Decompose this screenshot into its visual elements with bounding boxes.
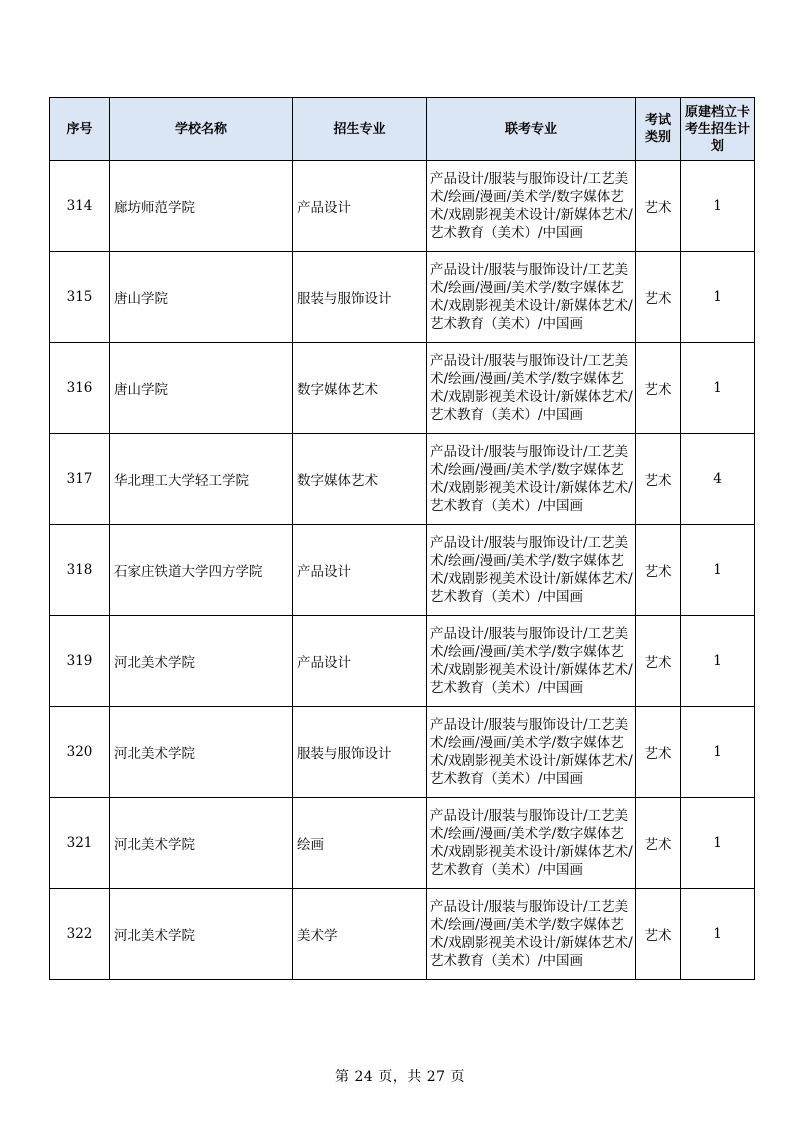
cell-seq: 320 [50, 707, 110, 798]
cell-enroll-major: 数字媒体艺术 [293, 343, 427, 434]
cell-seq: 321 [50, 798, 110, 889]
header-school: 学校名称 [110, 98, 293, 161]
cell-exam-type: 艺术 [636, 161, 681, 252]
cell-plan-count: 1 [681, 161, 755, 252]
cell-joint-major: 产品设计/服装与服饰设计/工艺美术/绘画/漫画/美术学/数字媒体艺术/戏剧影视美术设计/新媒体艺术/艺术教育（美术）/中国画 [427, 707, 636, 798]
cell-seq: 317 [50, 434, 110, 525]
cell-exam-type: 艺术 [636, 525, 681, 616]
cell-school-name: 唐山学院 [110, 343, 293, 434]
cell-enroll-major: 数字媒体艺术 [293, 434, 427, 525]
cell-enroll-major: 美术学 [293, 889, 427, 980]
cell-joint-major: 产品设计/服装与服饰设计/工艺美术/绘画/漫画/美术学/数字媒体艺术/戏剧影视美术设计/新媒体艺术/艺术教育（美术）/中国画 [427, 434, 636, 525]
cell-school-name: 河北美术学院 [110, 889, 293, 980]
cell-exam-type: 艺术 [636, 707, 681, 798]
table-row [50, 343, 755, 434]
cell-enroll-major: 绘画 [293, 798, 427, 889]
cell-seq: 318 [50, 525, 110, 616]
cell-enroll-major: 产品设计 [293, 616, 427, 707]
table-row [50, 616, 755, 707]
cell-seq: 315 [50, 252, 110, 343]
cell-joint-major: 产品设计/服装与服饰设计/工艺美术/绘画/漫画/美术学/数字媒体艺术/戏剧影视美术设计/新媒体艺术/艺术教育（美术）/中国画 [427, 161, 636, 252]
cell-plan-count: 4 [681, 434, 755, 525]
cell-joint-major: 产品设计/服装与服饰设计/工艺美术/绘画/漫画/美术学/数字媒体艺术/戏剧影视美术设计/新媒体艺术/艺术教育（美术）/中国画 [427, 798, 636, 889]
table-row [50, 707, 755, 798]
cell-school-name: 唐山学院 [110, 252, 293, 343]
cell-joint-major: 产品设计/服装与服饰设计/工艺美术/绘画/漫画/美术学/数字媒体艺术/戏剧影视美术设计/新媒体艺术/艺术教育（美术）/中国画 [427, 889, 636, 980]
cell-exam-type: 艺术 [636, 343, 681, 434]
cell-joint-major: 产品设计/服装与服饰设计/工艺美术/绘画/漫画/美术学/数字媒体艺术/戏剧影视美术设计/新媒体艺术/艺术教育（美术）/中国画 [427, 616, 636, 707]
cell-enroll-major: 服装与服饰设计 [293, 252, 427, 343]
cell-plan-count: 1 [681, 616, 755, 707]
header-exam-type [636, 98, 681, 161]
table-row [50, 798, 755, 889]
table-row [50, 161, 755, 252]
header-exam-type-text: 考试类别 [644, 113, 671, 145]
header-plan-text: 原建档立卡考生招生计划 [684, 104, 750, 154]
cell-enroll-major: 产品设计 [293, 525, 427, 616]
cell-school-name: 河北美术学院 [110, 798, 293, 889]
cell-joint-major: 产品设计/服装与服饰设计/工艺美术/绘画/漫画/美术学/数字媒体艺术/戏剧影视美术设计/新媒体艺术/艺术教育（美术）/中国画 [427, 525, 636, 616]
cell-plan-count: 1 [681, 252, 755, 343]
cell-seq: 314 [50, 161, 110, 252]
cell-exam-type: 艺术 [636, 616, 681, 707]
table-row [50, 252, 755, 343]
cell-seq: 316 [50, 343, 110, 434]
cell-joint-major: 产品设计/服装与服饰设计/工艺美术/绘画/漫画/美术学/数字媒体艺术/戏剧影视美术设计/新媒体艺术/艺术教育（美术）/中国画 [427, 343, 636, 434]
cell-seq: 319 [50, 616, 110, 707]
admissions-table [49, 97, 755, 980]
table-row [50, 525, 755, 616]
cell-plan-count: 1 [681, 525, 755, 616]
cell-plan-count: 1 [681, 889, 755, 980]
header-major: 招生专业 [293, 98, 427, 161]
table-header [50, 98, 755, 161]
cell-exam-type: 艺术 [636, 889, 681, 980]
cell-exam-type: 艺术 [636, 798, 681, 889]
header-joint-major: 联考专业 [427, 98, 636, 161]
cell-exam-type: 艺术 [636, 252, 681, 343]
cell-joint-major: 产品设计/服装与服饰设计/工艺美术/绘画/漫画/美术学/数字媒体艺术/戏剧影视美术设计/新媒体艺术/艺术教育（美术）/中国画 [427, 252, 636, 343]
cell-seq: 322 [50, 889, 110, 980]
header-plan [681, 98, 755, 161]
cell-school-name: 廊坊师范学院 [110, 161, 293, 252]
cell-plan-count: 1 [681, 707, 755, 798]
cell-school-name: 石家庄铁道大学四方学院 [110, 525, 293, 616]
page-footer: 第 24 页，共 27 页 [335, 1069, 465, 1085]
cell-exam-type: 艺术 [636, 434, 681, 525]
cell-plan-count: 1 [681, 343, 755, 434]
table-row [50, 889, 755, 980]
header-row [50, 98, 755, 161]
table-body [50, 161, 755, 980]
cell-enroll-major: 产品设计 [293, 161, 427, 252]
cell-school-name: 华北理工大学轻工学院 [110, 434, 293, 525]
cell-plan-count: 1 [681, 798, 755, 889]
table-row [50, 434, 755, 525]
header-seq: 序号 [50, 98, 110, 161]
cell-school-name: 河北美术学院 [110, 707, 293, 798]
cell-school-name: 河北美术学院 [110, 616, 293, 707]
cell-enroll-major: 服装与服饰设计 [293, 707, 427, 798]
